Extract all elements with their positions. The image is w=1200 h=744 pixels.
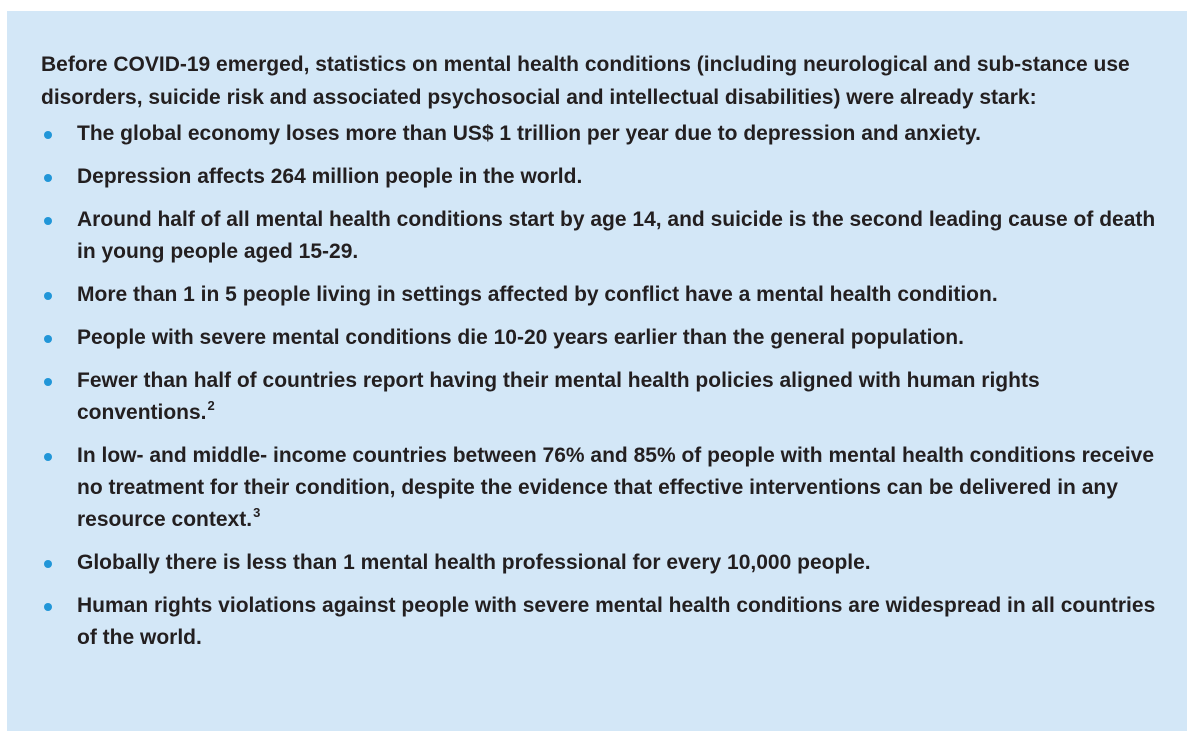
footnote-marker: 2 <box>207 398 215 413</box>
list-item-text: The global economy loses more than US$ 1 trillion per year due to depression and anxiety. <box>77 122 982 145</box>
bullet-icon <box>44 560 52 568</box>
list-item-text: Fewer than half of countries report having their mental health policies aligned with human rights conventions. <box>77 369 1040 424</box>
list-item-text: Human rights violations against people with severe mental health conditions are widespread in all countries of the world. <box>77 594 1156 649</box>
list-item <box>41 590 1157 654</box>
list-item <box>41 161 1157 193</box>
list-item <box>41 204 1157 268</box>
list-item-text: More than 1 in 5 people living in settings affected by conflict have a mental health condition. <box>77 283 998 306</box>
list-item-text: Globally there is less than 1 mental health professional for every 10,000 people. <box>77 551 871 574</box>
list-item <box>41 365 1157 429</box>
list-item-text: Around half of all mental health conditions start by age 14, and suicide is the second leading cause of death in young people aged 15-29. <box>77 208 1156 263</box>
list-item <box>41 118 1157 150</box>
list-item-text: Depression affects 264 million people in the world. <box>77 165 583 188</box>
list-item-text: In low- and middle- income countries between 76% and 85% of people with mental health conditions receive no treatment for their condition, despite the evidence that effective interventions can be delivered in any resource context. <box>77 444 1155 531</box>
list-item <box>41 440 1157 536</box>
bullet-icon <box>44 603 52 611</box>
bullet-icon <box>44 217 52 225</box>
list-item-text: People with severe mental conditions die 10-20 years earlier than the general population. <box>77 326 964 349</box>
bullet-icon <box>44 378 52 386</box>
list-item <box>41 322 1157 354</box>
bullet-icon <box>44 335 52 343</box>
bullet-icon <box>44 453 52 461</box>
intro-paragraph: Before COVID-19 emerged, statistics on mental health conditions (including neurological and sub-stance use disorders, suicide risk and associated psychosocial and intellectual disabilities) were already stark: <box>41 53 1130 109</box>
bullet-icon <box>44 292 52 300</box>
info-panel <box>7 11 1187 731</box>
list-item <box>41 279 1157 311</box>
statistics-list <box>41 118 1157 654</box>
bullet-icon <box>44 131 52 139</box>
list-item <box>41 547 1157 579</box>
footnote-marker: 3 <box>253 505 261 520</box>
bullet-icon <box>44 174 52 182</box>
